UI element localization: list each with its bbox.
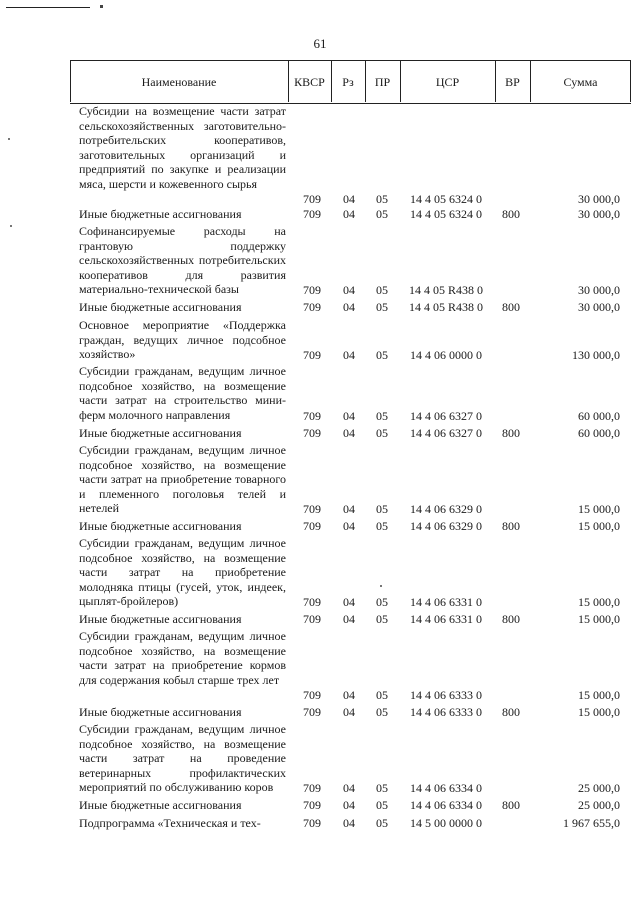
column-divider [70,60,71,102]
row-rz: 04 [343,595,355,610]
row-pr: 05 [376,426,388,441]
row-sum: 25 000,0 [578,798,620,813]
table-row [0,207,640,222]
table-row [0,798,640,813]
row-pr: 05 [376,502,388,517]
row-rz: 04 [343,502,355,517]
row-pr: 05 [376,348,388,363]
column-divider [288,60,289,102]
row-vr: 800 [502,612,520,627]
row-vr: 800 [502,207,520,222]
row-csr: 14 4 05 6324 0 [410,207,482,222]
row-rz: 04 [343,798,355,813]
table-row [0,364,640,424]
column-divider [400,60,401,102]
row-csr: 14 4 05 6324 0 [410,192,482,207]
row-vr: 800 [502,519,520,534]
header-pr: ПР [374,74,391,89]
row-csr: 14 4 06 6334 0 [410,798,482,813]
row-name: Иные бюджетные ассигнования [79,612,242,626]
row-pr: 05 [376,816,388,831]
row-rz: 04 [343,207,355,222]
scan-mark [100,5,103,8]
page-number: 61 [313,36,327,51]
table-row [0,318,640,363]
row-sum: 30 000,0 [578,207,620,222]
row-kvsr: 709 [303,798,321,813]
row-rz: 04 [343,192,355,207]
row-pr: 05 [376,519,388,534]
row-sum: 15 000,0 [578,612,620,627]
top-rule [6,7,90,8]
row-rz: 04 [343,519,355,534]
table-row [0,629,640,703]
row-csr: 14 4 06 0000 0 [410,348,482,363]
row-pr: 05 [376,612,388,627]
row-kvsr: 709 [303,816,321,831]
table-row [0,224,640,298]
row-sum: 15 000,0 [578,688,620,703]
table-header [70,60,631,104]
row-pr: 05 [376,781,388,796]
row-csr: 14 4 06 6333 0 [410,688,482,703]
row-kvsr: 709 [303,192,321,207]
row-csr: 14 4 05 R438 0 [408,300,483,315]
table-row [0,300,640,315]
header-vr: ВР [505,74,520,89]
header-name: Наименование [141,74,217,89]
row-sum: 1 967 655,0 [563,816,620,831]
row-rz: 04 [343,612,355,627]
column-divider [530,60,531,102]
row-csr: 14 4 06 6331 0 [410,595,482,610]
row-pr: 05 [376,192,388,207]
row-rz: 04 [343,300,355,315]
table-row [0,816,640,831]
table-row [0,519,640,534]
row-sum: 30 000,0 [578,300,620,315]
table-row [0,536,640,610]
header-rz: Рз [342,74,354,89]
row-kvsr: 709 [303,612,321,627]
row-sum: 15 000,0 [578,502,620,517]
row-sum: 30 000,0 [578,192,620,207]
row-vr: 800 [502,426,520,441]
row-vr: 800 [502,300,520,315]
row-csr: 14 4 06 6331 0 [410,612,482,627]
row-pr: 05 [376,207,388,222]
row-kvsr: 709 [303,781,321,796]
row-kvsr: 709 [303,426,321,441]
row-kvsr: 709 [303,502,321,517]
row-name: Подпрограмма «Техническая и тех- [79,816,261,830]
row-rz: 04 [343,781,355,796]
row-kvsr: 709 [303,519,321,534]
column-divider [331,60,332,102]
row-sum: 60 000,0 [578,426,620,441]
row-vr: 800 [502,798,520,813]
row-name: Иные бюджетные ассигнования [79,705,242,719]
row-pr: 05 [376,688,388,703]
row-kvsr: 709 [303,348,321,363]
row-csr: 14 4 06 6329 0 [410,502,482,517]
row-csr: 14 4 06 6327 0 [410,409,482,424]
table-row [0,443,640,517]
row-name: Субсидии на возмещение части затрат сельскохозяйственных заготовительно-потребительских кооперативов, заготовительных организаций и предприятий по закупке и реализации мяса, шерсти и кожевенного сырья [79,104,286,191]
row-sum: 15 000,0 [578,705,620,720]
row-name: Субсидии гражданам, ведущим личное подсобное хозяйство, на возмещение части затрат на проведение ветеринарных профилактических мероприятий по обслуживанию коров [79,722,286,795]
row-name: Основное мероприятие «Поддержка граждан, ведущих личное подсобное хозяйство» [79,318,286,362]
table-row [0,426,640,441]
row-kvsr: 709 [303,207,321,222]
row-csr: 14 4 06 6334 0 [410,781,482,796]
column-divider [495,60,496,102]
table-row [0,104,640,207]
header-sum: Сумма [563,74,598,89]
row-rz: 04 [343,348,355,363]
row-sum: 30 000,0 [578,283,620,298]
header-csr: ЦСР [435,74,460,89]
header-kvsr: КВСР [294,74,325,89]
row-csr: 14 4 06 6329 0 [410,519,482,534]
row-name: Софинансируемые расходы на грантовую поддержку сельскохозяйственных потребительских кооперативов для развития материально-технической базы [79,224,286,297]
row-kvsr: 709 [303,300,321,315]
row-csr: 14 5 00 0000 0 [410,816,482,831]
row-pr: 05 [376,798,388,813]
row-pr: 05 [376,300,388,315]
row-rz: 04 [343,283,355,298]
row-name: Иные бюджетные ассигнования [79,519,242,533]
row-kvsr: 709 [303,688,321,703]
row-name: Субсидии гражданам, ведущим личное подсобное хозяйство, на возмещение части затрат на приобретение товарного и племенного поголовья телей и нетелей [79,443,286,516]
row-csr: 14 4 06 6327 0 [410,426,482,441]
row-name: Субсидии гражданам, ведущим личное подсобное хозяйство, на возмещение части затрат на приобретение кормов для содержания кобыл старше трех лет [79,629,286,687]
row-rz: 04 [343,705,355,720]
row-kvsr: 709 [303,705,321,720]
row-pr: 05 [376,595,388,610]
row-rz: 04 [343,688,355,703]
column-divider [630,60,631,102]
row-csr: 14 4 06 6333 0 [410,705,482,720]
row-pr: 05 [376,283,388,298]
row-rz: 04 [343,816,355,831]
row-name: Иные бюджетные ассигнования [79,300,242,314]
row-pr: 05 [376,409,388,424]
row-name: Субсидии гражданам, ведущим личное подсобное хозяйство, на возмещение части затрат на приобретение молодняка птицы (гусей, уток, индеек, цыплят-бройлеров) [79,536,286,609]
row-sum: 15 000,0 [578,595,620,610]
row-name: Иные бюджетные ассигнования [79,207,242,221]
row-sum: 130 000,0 [572,348,620,363]
row-sum: 15 000,0 [578,519,620,534]
row-pr: 05 [376,705,388,720]
row-vr: 800 [502,705,520,720]
table-row [0,705,640,720]
row-kvsr: 709 [303,409,321,424]
row-kvsr: 709 [303,595,321,610]
row-csr: 14 4 05 R438 0 [408,283,483,298]
row-kvsr: 709 [303,283,321,298]
column-divider [365,60,366,102]
row-name: Иные бюджетные ассигнования [79,798,242,812]
row-rz: 04 [343,409,355,424]
table-row [0,612,640,627]
table-row [0,722,640,796]
row-name: Субсидии гражданам, ведущим личное подсобное хозяйство, на возмещение части затрат на строительство мини-ферм молочного направления [79,364,286,422]
row-name: Иные бюджетные ассигнования [79,426,242,440]
row-rz: 04 [343,426,355,441]
row-sum: 25 000,0 [578,781,620,796]
row-sum: 60 000,0 [578,409,620,424]
